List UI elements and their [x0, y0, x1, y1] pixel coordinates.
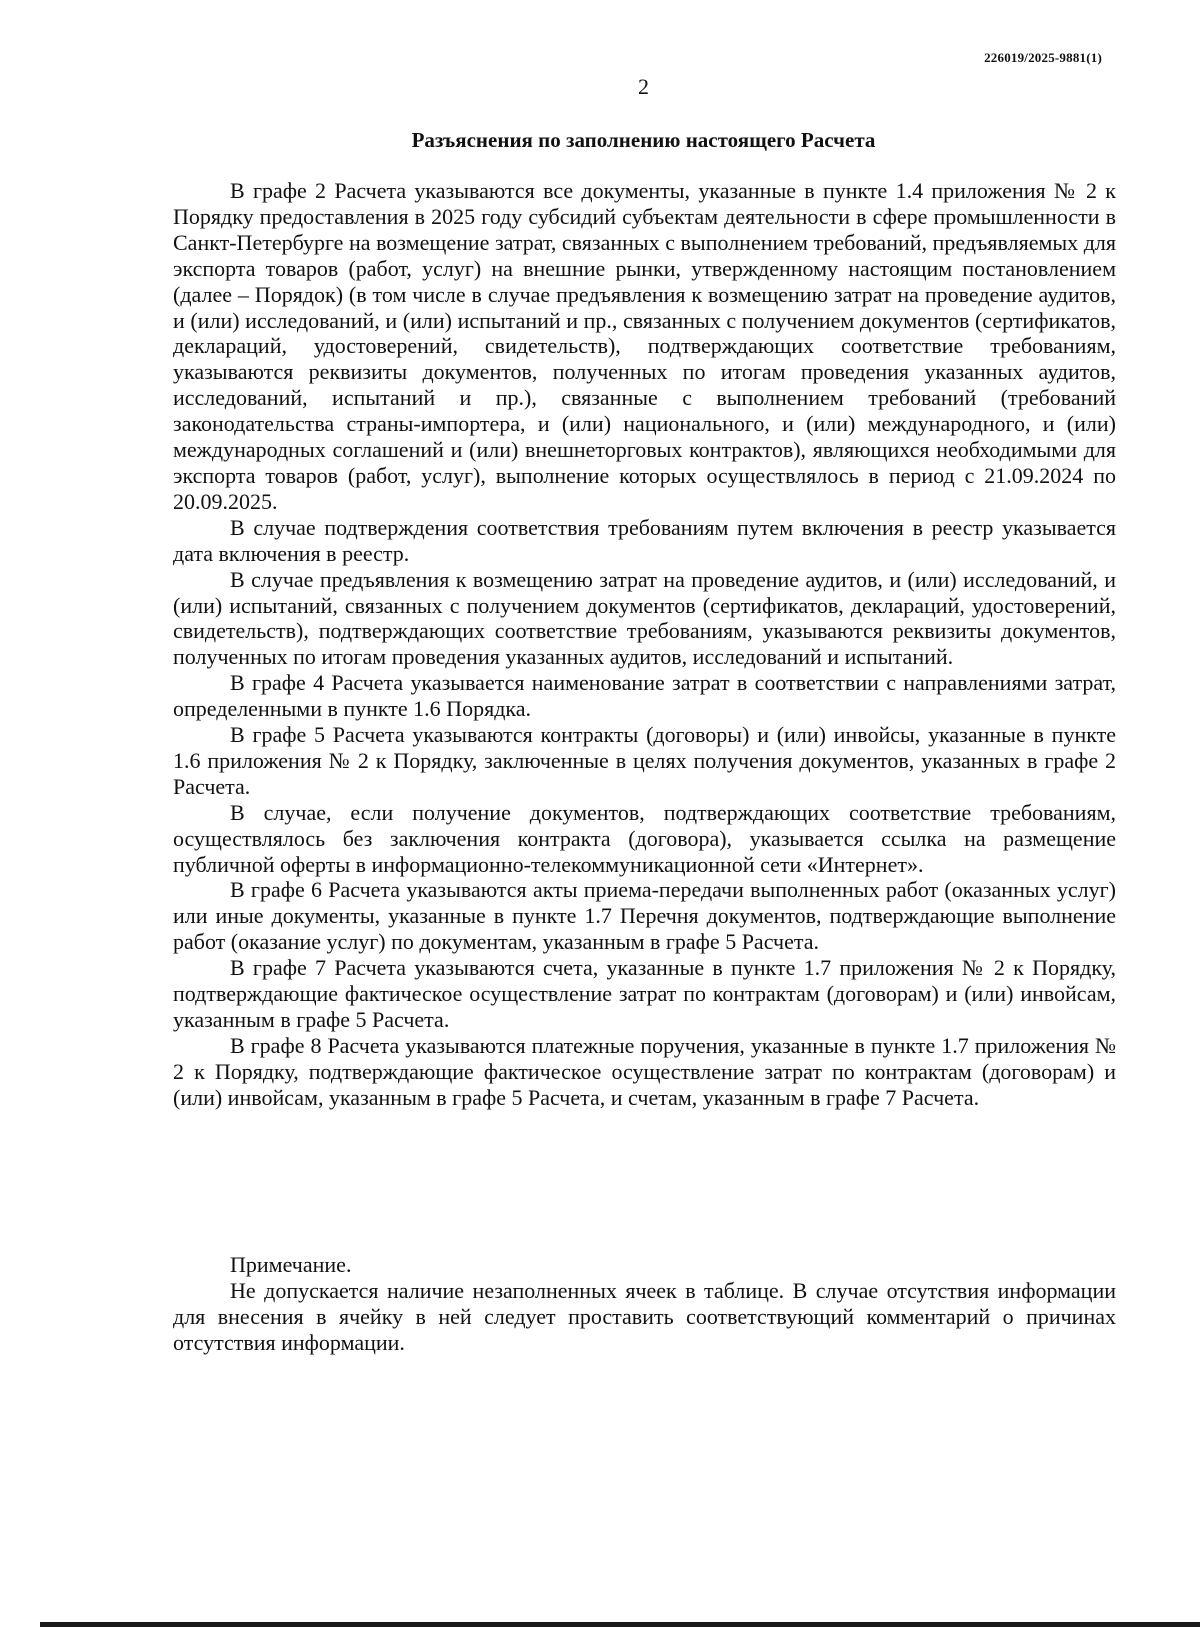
paragraph: В графе 8 Расчета указываются платежные поручения, указанные в пункте 1.7 приложения № 2 к Порядку, подтверждающие фактическое осуществление затрат по контрактам (договорам) и (или) инвойсам, указанным в графе 5 Расчета, и счетам, указанным в графе 7 Расчета.: [173, 1032, 1116, 1110]
note-section: [173, 1252, 1116, 1356]
paragraph: В графе 2 Расчета указываются все документы, указанные в пункте 1.4 приложения № 2 к Порядку предоставления в 2025 году субсидий субъектам деятельности в сфере промышленности в Санкт-Петербурге на возмещение затрат, связанных с выполнением требований, предъявляемых для экспорта товаров (работ, услуг) на внешние рынки, утвержденному настоящим постановлением (далее – Порядок) (в том числе в случае предъявления к возмещению затрат на проведение аудитов, и (или) исследований, и (или) испытаний и пр., связанных с получением документов (сертификатов, деклараций, удостоверений, свидетельств), подтверждающих соответствие требованиям, указываются реквизиты документов, полученных по итогам проведения указанных аудитов, исследований, испытаний и пр.), связанные с выполнением требований (требований законодательства страны-импортера, и (или) национального, и (или) международного, и (или) международных соглашений и (или) внешнеторговых контрактов), являющихся необходимыми для экспорта товаров (работ, услуг), выполнение которых осуществлялось в период с 21.09.2024 по 20.09.2025.: [173, 178, 1116, 514]
note-text: Не допускается наличие незаполненных ячеек в таблице. В случае отсутствия информации для внесения в ячейку в ней следует проставить соответствующий комментарий о причинах отсутствия информации.: [173, 1278, 1116, 1355]
scan-edge-gap: [0, 1622, 40, 1627]
paragraph: В графе 6 Расчета указываются акты приема-передачи выполненных работ (оказанных услуг) или иные документы, указанные в пункте 1.7 Перечня документов, подтверждающие выполнение работ (оказание услуг) по документам, указанным в графе 5 Расчета.: [173, 877, 1116, 955]
paragraph: В графе 4 Расчета указывается наименование затрат в соответствии с направлениями затрат, определенными в пункте 1.6 Порядка.: [173, 670, 1116, 722]
paragraph: В случае, если получение документов, подтверждающих соответствие требованиям, осуществлялось без заключения контракта (договора), указывается ссылка на размещение публичной оферты в информационно-телекоммуникационной сети «Интернет».: [173, 799, 1116, 877]
document-id: 226019/2025-9881(1): [984, 50, 1102, 65]
paragraph: В случае подтверждения соответствия требованиям путем включения в реестр указывается дата включения в реестр.: [173, 514, 1116, 566]
note-label: Примечание.: [230, 1252, 352, 1277]
scan-edge: [0, 1622, 1200, 1627]
paragraph: В случае предъявления к возмещению затрат на проведение аудитов, и (или) исследований, и (или) испытаний, связанных с получением документов (сертификатов, деклараций, удостоверений, свидетельств), подтверждающих соответствие требованиям, указываются реквизиты документов, полученных по итогам проведения указанных аудитов, исследований и испытаний.: [173, 566, 1116, 670]
paragraph: В графе 5 Расчета указываются контракты (договоры) и (или) инвойсы, указанные в пункте 1.6 приложения № 2 к Порядку, заключенные в целях получения документов, указанных в графе 2 Расчета.: [173, 722, 1116, 799]
body-text: [173, 178, 1116, 1111]
page-title: Разъяснения по заполнению настоящего Расчета: [411, 128, 876, 152]
paragraph: В графе 7 Расчета указываются счета, указанные в пункте 1.7 приложения № 2 к Порядку, подтверждающие фактическое осуществление затрат по контрактам (договорам) и (или) инвойсам, указанным в графе 5 Расчета.: [173, 955, 1116, 1032]
page-number: 2: [638, 74, 649, 99]
